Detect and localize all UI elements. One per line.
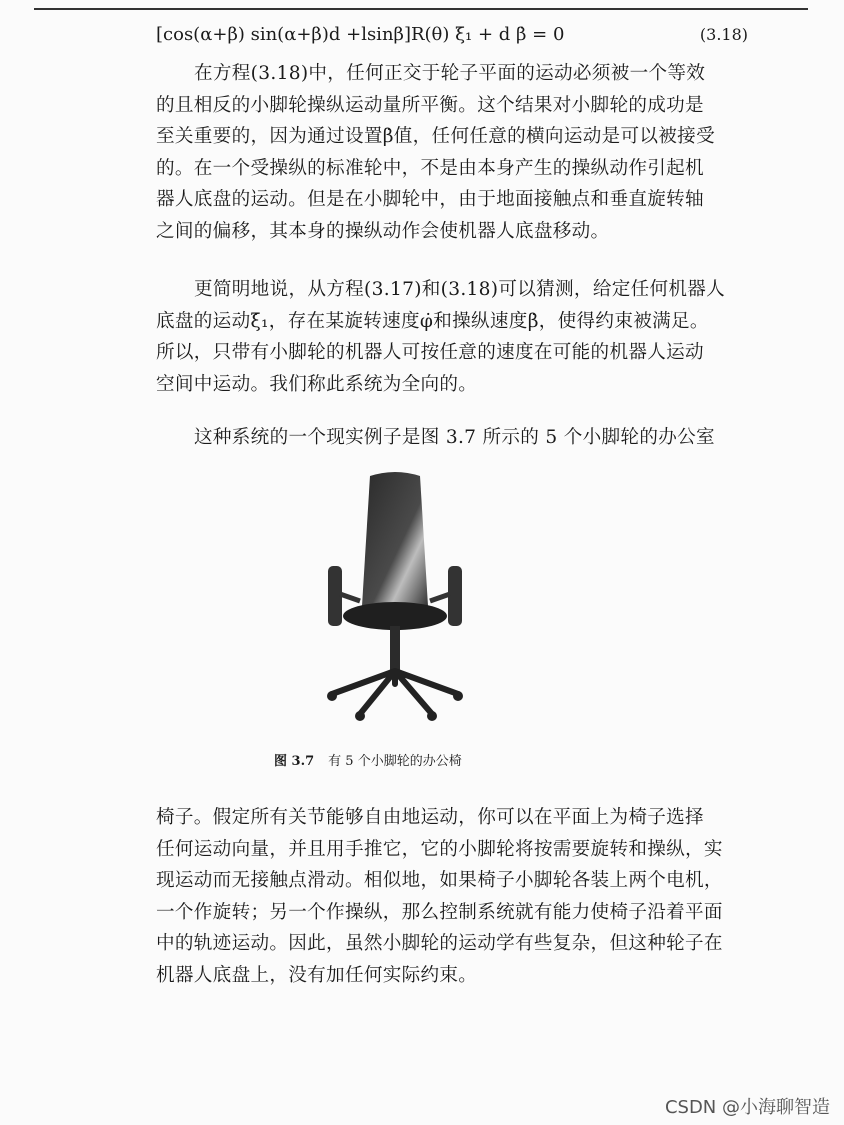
text-line: 器人底盘的运动。但是在小脚轮中，由于地面接触点和垂直旋转轴 [156,189,704,210]
equation-3-18 [156,22,756,48]
figure-caption-text: 有 5 个小脚轮的办公椅 [328,754,462,769]
equation-number: (3.18) [699,25,748,44]
text-line: 中的轨迹运动。因此，虽然小脚轮的运动学有些复杂，但这种轮子在 [156,933,723,954]
text-line: 在方程(3.18)中，任何正交于轮子平面的运动必须被一个等效 [194,63,706,84]
text-line: 空间中运动。我们称此系统为全向的。 [156,373,478,395]
watermark: CSDN @小海聊智造 [664,1097,830,1118]
text-line: 任何运动向量，并且用手推它，它的小脚轮将按需要旋转和操纵，实 [156,838,723,860]
text-line: 机器人底盘上，没有加任何实际约束。 [156,964,478,986]
text-line: 现运动而无接触点滑动。相似地，如果椅子小脚轮各装上两个电机， [156,870,723,891]
text-line: 这种系统的一个现实例子是图 3.7 所示的 5 个小脚轮的办公室 [194,427,715,448]
text-line: 之间的偏移，其本身的操纵动作会使机器人底盘移动。 [156,220,610,242]
paragraph-2 [156,274,760,400]
text-line: 更简明地说，从方程(3.17)和(3.18)可以猜测，给定任何机器人 [194,279,726,300]
paragraph-3 [156,422,760,454]
paragraph-1 [156,58,760,247]
text-line: 一个作旋转；另一个作操纵，那么控制系统就有能力使椅子沿着平面 [156,901,723,923]
figure-label: 图 3.7 [274,754,315,769]
text-line: 至关重要的，因为通过设置β̇值，任何任意的横向运动是可以被接受 [156,126,715,147]
figure-caption [274,750,462,769]
top-rule [34,8,808,10]
paragraph-4 [156,802,760,991]
text-line: 底盘的运动ξ̇₁，存在某旋转速度φ̇和操纵速度β̇，使得约束被满足。 [156,310,709,332]
text-line: 椅子。假定所有关节能够自由地运动，你可以在平面上为椅子选择 [156,807,704,828]
office-chair-image [320,466,470,726]
equation-formula: [cos(α+β) sin(α+β)d +lsinβ]R(θ) ξ̇₁ + d β̇ = 0 [156,24,565,45]
text-line: 的且相反的小脚轮操纵运动量所平衡。这个结果对小脚轮的成功是 [156,94,704,116]
text-line: 的。在一个受操纵的标准轮中，不是由本身产生的操纵动作引起机 [156,157,704,179]
text-line: 所以，只带有小脚轮的机器人可按任意的速度在可能的机器人运动 [156,342,704,363]
